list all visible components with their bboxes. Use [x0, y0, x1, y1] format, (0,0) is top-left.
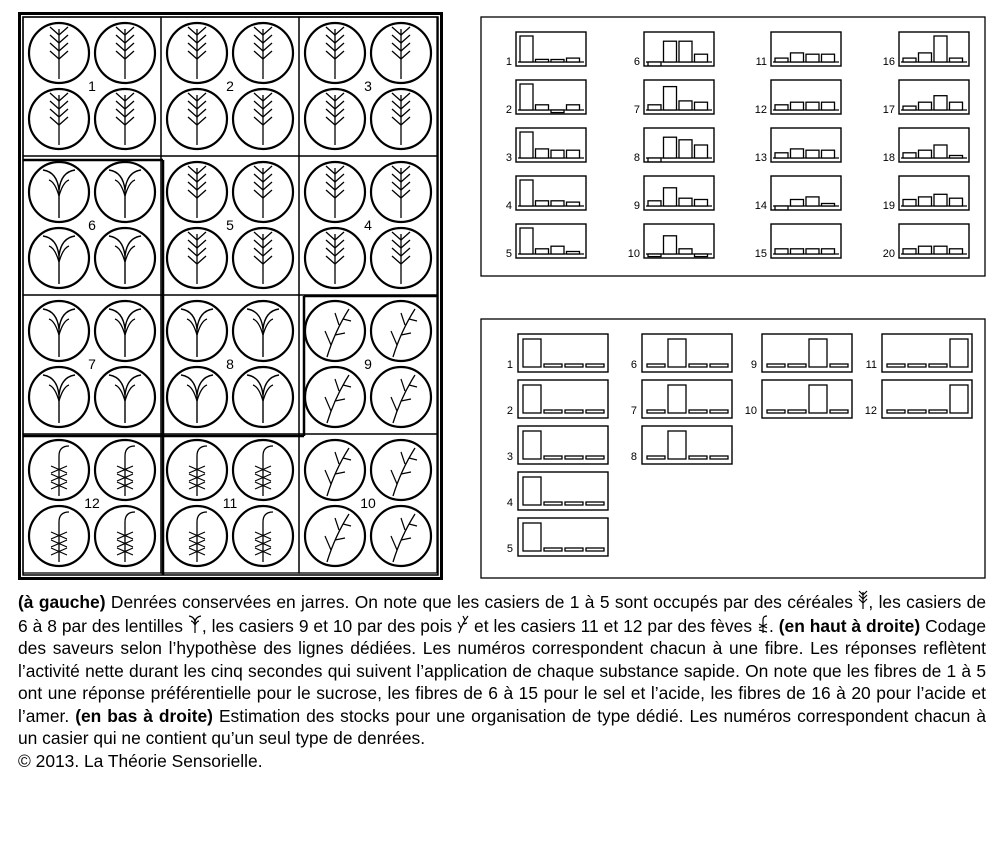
- jar-bin-label: 12: [84, 495, 100, 511]
- jar-cereal-icon: [305, 228, 365, 288]
- jar-bin-label: 1: [88, 78, 96, 94]
- jar-pea-icon: [305, 367, 365, 427]
- fiber-chart-13: [755, 128, 841, 164]
- fiber-response-bar: [648, 254, 661, 257]
- fiber-chart-20: [883, 224, 969, 260]
- caption-left-text-3: , les casiers 9 et 10 par des pois: [201, 615, 458, 636]
- fiber-response-bar: [520, 228, 533, 254]
- jar-bean-icon: [233, 440, 293, 500]
- jar-bin-1: [23, 17, 161, 156]
- jar-bin-label: 9: [364, 356, 372, 372]
- fiber-response-bar: [791, 53, 804, 62]
- jar-bin-8: [161, 295, 299, 434]
- fiber-response-bar: [903, 153, 916, 158]
- caption-bottom-right-label: (en bas à droite): [75, 705, 213, 726]
- jar-bin-label: 11: [222, 495, 238, 511]
- stock-bar: [830, 364, 848, 367]
- stock-chart-8: [631, 426, 732, 464]
- fiber-label: 2: [505, 104, 512, 116]
- stock-bar: [950, 385, 968, 413]
- fiber-label: 11: [755, 56, 767, 68]
- jar-cereal-icon: [305, 162, 365, 222]
- jar-bin-11: [161, 434, 299, 573]
- jar-cereal-icon: [167, 228, 227, 288]
- jar-cereal-icon: [233, 228, 293, 288]
- stock-bar: [908, 410, 926, 413]
- stock-bar: [710, 410, 728, 413]
- stock-bar: [647, 364, 665, 367]
- jar-pea-icon: [371, 367, 431, 427]
- fiber-chart-3: [506, 128, 586, 164]
- jar-cereal-icon: [95, 89, 155, 149]
- stock-bar: [689, 410, 707, 413]
- fiber-response-bar: [934, 96, 947, 110]
- stock-bar: [689, 456, 707, 459]
- fiber-response-bar: [536, 249, 549, 254]
- stock-bar: [647, 456, 665, 459]
- fiber-response-bar: [822, 54, 835, 62]
- fiber-chart-9: [634, 176, 714, 212]
- fiber-response-bar: [919, 53, 932, 62]
- fiber-response-bar: [775, 206, 788, 210]
- fiber-label: 7: [633, 104, 640, 116]
- jar-bin-label: 2: [226, 78, 234, 94]
- jar-lentil-icon: [167, 301, 227, 361]
- stock-bar: [668, 431, 686, 459]
- fiber-response-bar: [551, 110, 564, 113]
- fiber-response-bar: [950, 249, 963, 254]
- fiber-chart-8: [634, 128, 714, 164]
- jar-bin-5: [161, 156, 299, 295]
- jar-lentil-icon: [29, 162, 89, 222]
- fiber-response-bar: [822, 150, 835, 158]
- stock-bar: [523, 339, 541, 367]
- jar-bin-6: [23, 156, 161, 295]
- jar-bean-icon: [95, 506, 155, 566]
- stock-bin-label: 7: [630, 405, 637, 417]
- jar-cereal-icon: [371, 89, 431, 149]
- fiber-response-bar: [775, 105, 788, 110]
- fiber-response-bar: [679, 101, 692, 110]
- stock-bar: [668, 385, 686, 413]
- stock-bar: [767, 410, 785, 413]
- fiber-response-bar: [695, 54, 708, 62]
- jar-lentil-icon: [167, 367, 227, 427]
- jar-grid-diagram: [18, 12, 443, 580]
- fiber-response-bar: [520, 36, 533, 62]
- stock-bar: [647, 410, 665, 413]
- jar-lentil-icon: [29, 228, 89, 288]
- fiber-response-bar: [919, 197, 932, 206]
- fiber-response-bar: [551, 201, 564, 206]
- fiber-label: 18: [882, 152, 895, 164]
- fiber-label: 17: [882, 104, 895, 116]
- stock-chart-12: [865, 380, 972, 418]
- stock-chart-1: [507, 334, 608, 372]
- stock-chart-3: [507, 426, 608, 464]
- fiber-response-bar: [679, 140, 692, 158]
- cereal-glyph-icon: [858, 590, 868, 610]
- fiber-response-bar: [520, 180, 533, 206]
- jar-bin-4: [299, 156, 437, 295]
- fiber-response-bar: [695, 145, 708, 158]
- stock-bar: [950, 339, 968, 367]
- fiber-response-bar: [695, 200, 708, 207]
- stock-bar: [586, 456, 604, 459]
- jar-lentil-icon: [95, 301, 155, 361]
- jar-lentil-icon: [233, 301, 293, 361]
- fiber-label: 8: [633, 152, 640, 164]
- fiber-response-bar: [934, 246, 947, 254]
- caption-bottom-right-text: Estimation des stocks pour une organisation de type dédié. Les numéros correspondent chacun à un casier qui ne contient qu’un seul type de denrées.: [18, 705, 986, 748]
- stock-bar: [523, 477, 541, 505]
- fiber-response-bar: [950, 102, 963, 110]
- fiber-response-bar: [775, 249, 788, 254]
- fiber-chart-2: [506, 80, 586, 116]
- fiber-chart-7: [634, 80, 714, 116]
- caption-left-label: (à gauche): [18, 592, 106, 612]
- jar-bin-12: [23, 434, 161, 573]
- stock-bar: [523, 523, 541, 551]
- stock-bar: [929, 364, 947, 367]
- jar-pea-icon: [371, 301, 431, 361]
- fiber-response-bar: [775, 153, 788, 158]
- jar-cereal-icon: [29, 23, 89, 83]
- jar-bean-icon: [29, 506, 89, 566]
- jar-lentil-icon: [29, 301, 89, 361]
- fiber-chart-16: [883, 32, 969, 68]
- jar-cereal-icon: [371, 162, 431, 222]
- jar-cereal-icon: [305, 23, 365, 83]
- fiber-response-bar: [664, 137, 677, 158]
- bean-glyph-icon: [757, 614, 769, 634]
- fiber-response-bar: [695, 254, 708, 257]
- jar-lentil-icon: [95, 367, 155, 427]
- jar-cereal-icon: [167, 23, 227, 83]
- stock-chart-7: [631, 380, 732, 418]
- stock-bar: [788, 410, 806, 413]
- jar-bin-3: [299, 17, 437, 156]
- fiber-response-bar: [822, 204, 835, 207]
- stock-bin-label: 11: [865, 359, 877, 371]
- jar-bin-label: 10: [360, 495, 376, 511]
- jar-pea-icon: [371, 506, 431, 566]
- stock-bar: [830, 410, 848, 413]
- fiber-response-bar: [648, 158, 661, 162]
- jar-bean-icon: [233, 506, 293, 566]
- fiber-chart-17: [883, 80, 969, 116]
- fiber-response-bar: [791, 102, 804, 110]
- fiber-response-bar: [934, 36, 947, 62]
- pea-glyph-icon: [457, 614, 469, 634]
- fiber-response-bar: [567, 58, 580, 62]
- fiber-response-bar: [903, 200, 916, 207]
- stock-bar: [544, 364, 562, 367]
- stock-bar: [689, 364, 707, 367]
- stock-bar: [586, 410, 604, 413]
- stock-chart-6: [631, 334, 732, 372]
- fiber-label: 9: [633, 200, 640, 212]
- fiber-label: 3: [505, 152, 512, 164]
- fiber-response-bar: [806, 54, 819, 62]
- stock-bin-label: 1: [506, 359, 513, 371]
- fiber-response-bar: [934, 145, 947, 158]
- fiber-response-bar: [903, 106, 916, 110]
- fiber-response-bar: [775, 58, 788, 62]
- jar-lentil-icon: [95, 228, 155, 288]
- fiber-label: 10: [627, 248, 640, 260]
- fiber-response-bar: [822, 102, 835, 110]
- stock-bin-label: 12: [864, 405, 877, 417]
- jar-cereal-icon: [371, 228, 431, 288]
- stock-bar: [908, 364, 926, 367]
- fiber-chart-4: [506, 176, 586, 212]
- fiber-response-bar: [822, 249, 835, 254]
- jar-bin-9: [299, 295, 437, 434]
- fiber-response-bar: [664, 236, 677, 254]
- jar-pea-icon: [305, 506, 365, 566]
- fiber-response-bar: [664, 188, 677, 206]
- stock-bar: [586, 502, 604, 505]
- stock-bin-label: 9: [750, 359, 757, 371]
- stock-bar: [710, 364, 728, 367]
- fiber-response-panel: [480, 16, 986, 278]
- figure-caption: [18, 590, 986, 772]
- jar-lentil-icon: [29, 367, 89, 427]
- stock-estimation-panel: [480, 318, 986, 580]
- stock-bar: [586, 548, 604, 551]
- jar-bin-7: [23, 295, 161, 434]
- stock-bar: [544, 548, 562, 551]
- stock-bar: [887, 410, 905, 413]
- fiber-response-bar: [648, 105, 661, 110]
- stock-bin-label: 8: [630, 451, 637, 463]
- fiber-response-bar: [950, 156, 963, 159]
- fiber-chart-15: [755, 224, 841, 260]
- jar-cereal-icon: [305, 89, 365, 149]
- fiber-response-bar: [520, 132, 533, 158]
- jar-pea-icon: [305, 440, 365, 500]
- caption-top-right-label: (en haut à droite): [778, 615, 921, 636]
- fiber-response-bar: [950, 198, 963, 206]
- stock-bar: [668, 339, 686, 367]
- stock-bar: [565, 548, 583, 551]
- stock-bar: [544, 410, 562, 413]
- fiber-panel-frame: [481, 17, 985, 276]
- jar-bin-2: [161, 17, 299, 156]
- stock-chart-11: [866, 334, 972, 372]
- stock-bar: [544, 456, 562, 459]
- jar-cereal-icon: [371, 23, 431, 83]
- fiber-label: 15: [754, 248, 767, 260]
- fiber-label: 5: [505, 248, 512, 260]
- fiber-label: 6: [633, 56, 640, 68]
- stock-chart-9: [751, 334, 852, 372]
- jar-bin-label: 6: [88, 217, 96, 233]
- fiber-chart-19: [883, 176, 969, 212]
- jar-bin-label: 4: [364, 217, 372, 233]
- fiber-label: 4: [505, 200, 512, 212]
- fiber-response-bar: [520, 84, 533, 110]
- jar-bean-icon: [167, 440, 227, 500]
- fiber-chart-1: [506, 32, 586, 68]
- fiber-response-bar: [551, 60, 564, 63]
- fiber-label: 14: [754, 200, 767, 212]
- fiber-chart-11: [756, 32, 841, 68]
- jar-cereal-icon: [233, 89, 293, 149]
- fiber-response-bar: [806, 249, 819, 254]
- jar-cereal-icon: [167, 89, 227, 149]
- jar-cereal-icon: [233, 162, 293, 222]
- fiber-response-bar: [679, 198, 692, 206]
- jar-bean-icon: [95, 440, 155, 500]
- jar-bean-icon: [29, 440, 89, 500]
- fiber-response-bar: [903, 249, 916, 254]
- fiber-label: 12: [754, 104, 767, 116]
- stock-bar: [544, 502, 562, 505]
- caption-top-right-text: Codage des saveurs selon l’hypothèse des lignes dédiées. Les numéros correspondent chacun à une fibre. Les réponses reflètent l’activité nette durant les cinq secondes qui suivent l’application de chaque substance sapide. On note que les fibres de 1 à 5 ont une réponse préférentielle pour le sucrose, les fibres de 6 à 15 pour le sel et l’acide, les fibres de 16 à 20 pour l’acide et l’amer.: [18, 615, 987, 726]
- jar-cereal-icon: [29, 89, 89, 149]
- fiber-response-bar: [695, 102, 708, 110]
- fiber-response-bar: [536, 201, 549, 206]
- fiber-response-bar: [567, 105, 580, 110]
- fiber-label: 1: [505, 56, 512, 68]
- lentil-glyph-icon: [188, 614, 202, 634]
- stock-bar: [565, 456, 583, 459]
- jar-lentil-icon: [95, 162, 155, 222]
- fiber-label: 19: [882, 200, 895, 212]
- jar-bin-10: [299, 434, 437, 573]
- stock-bar: [565, 364, 583, 367]
- fiber-response-bar: [567, 202, 580, 206]
- caption-left-text-5: .: [768, 615, 779, 636]
- fiber-response-bar: [919, 150, 932, 158]
- stock-bin-label: 10: [744, 405, 757, 417]
- caption-left-text-2: , les casiers de 6 à 8 par des lentilles: [18, 592, 986, 636]
- stock-bar: [809, 385, 827, 413]
- fiber-response-bar: [903, 58, 916, 62]
- fiber-response-bar: [791, 149, 804, 158]
- fiber-response-bar: [919, 246, 932, 254]
- stock-bin-label: 2: [506, 405, 513, 417]
- jar-cereal-icon: [167, 162, 227, 222]
- jar-pea-icon: [371, 440, 431, 500]
- stock-bin-label: 4: [506, 497, 513, 509]
- fiber-chart-5: [506, 224, 586, 260]
- stock-bar: [565, 502, 583, 505]
- fiber-response-bar: [679, 249, 692, 254]
- fiber-response-bar: [950, 58, 963, 62]
- fiber-chart-18: [883, 128, 969, 164]
- fiber-response-bar: [664, 41, 677, 62]
- copyright-notice: © 2013. La Théorie Sensorielle.: [18, 750, 263, 771]
- stock-bar: [887, 364, 905, 367]
- jar-bin-label: 5: [226, 217, 234, 233]
- stock-bar: [586, 364, 604, 367]
- fiber-response-bar: [536, 105, 549, 110]
- stock-chart-2: [507, 380, 608, 418]
- fiber-response-bar: [551, 246, 564, 254]
- stock-chart-10: [745, 380, 852, 418]
- fiber-chart-6: [634, 32, 714, 68]
- stock-bar: [710, 456, 728, 459]
- fiber-response-bar: [791, 249, 804, 254]
- stock-chart-5: [507, 518, 608, 556]
- fiber-response-bar: [648, 201, 661, 206]
- stock-panel-frame: [481, 319, 985, 578]
- fiber-response-bar: [536, 149, 549, 158]
- fiber-response-bar: [567, 150, 580, 158]
- fiber-response-bar: [648, 62, 661, 66]
- fiber-response-bar: [791, 200, 804, 207]
- stock-bin-label: 6: [630, 359, 637, 371]
- fiber-response-bar: [536, 59, 549, 62]
- caption-left-text: Denrées conservées en jarres. On note que les casiers de 1 à 5 sont occupés par des céréales: [105, 592, 859, 612]
- fiber-response-bar: [806, 197, 819, 206]
- jar-bean-icon: [167, 506, 227, 566]
- fiber-label: 20: [882, 248, 895, 260]
- jar-lentil-icon: [233, 367, 293, 427]
- fiber-response-bar: [664, 87, 677, 110]
- stock-bar: [809, 339, 827, 367]
- fiber-response-bar: [806, 150, 819, 158]
- fiber-response-bar: [567, 252, 580, 255]
- fiber-chart-10: [628, 224, 714, 260]
- jar-cereal-icon: [233, 23, 293, 83]
- fiber-response-bar: [806, 102, 819, 110]
- fiber-label: 13: [754, 152, 767, 164]
- stock-bar: [767, 364, 785, 367]
- fiber-response-bar: [551, 150, 564, 158]
- jar-bin-label: 3: [364, 78, 372, 94]
- stock-bar: [929, 410, 947, 413]
- stock-bar: [523, 431, 541, 459]
- stock-bar: [523, 385, 541, 413]
- caption-left-text-4: et les casiers 11 et 12 par des fèves: [469, 615, 757, 636]
- jar-bin-label: 8: [226, 356, 234, 372]
- fiber-label: 16: [882, 56, 895, 68]
- fiber-chart-12: [755, 80, 841, 116]
- stock-chart-4: [507, 472, 608, 510]
- jar-bin-label: 7: [88, 356, 96, 372]
- stock-bin-label: 5: [506, 543, 513, 555]
- fiber-response-bar: [934, 194, 947, 206]
- fiber-response-bar: [679, 41, 692, 62]
- stock-bar: [788, 364, 806, 367]
- fiber-chart-14: [755, 176, 841, 212]
- stock-bar: [565, 410, 583, 413]
- fiber-response-bar: [919, 102, 932, 110]
- stock-bin-label: 3: [506, 451, 513, 463]
- jar-cereal-icon: [95, 23, 155, 83]
- jar-pea-icon: [305, 301, 365, 361]
